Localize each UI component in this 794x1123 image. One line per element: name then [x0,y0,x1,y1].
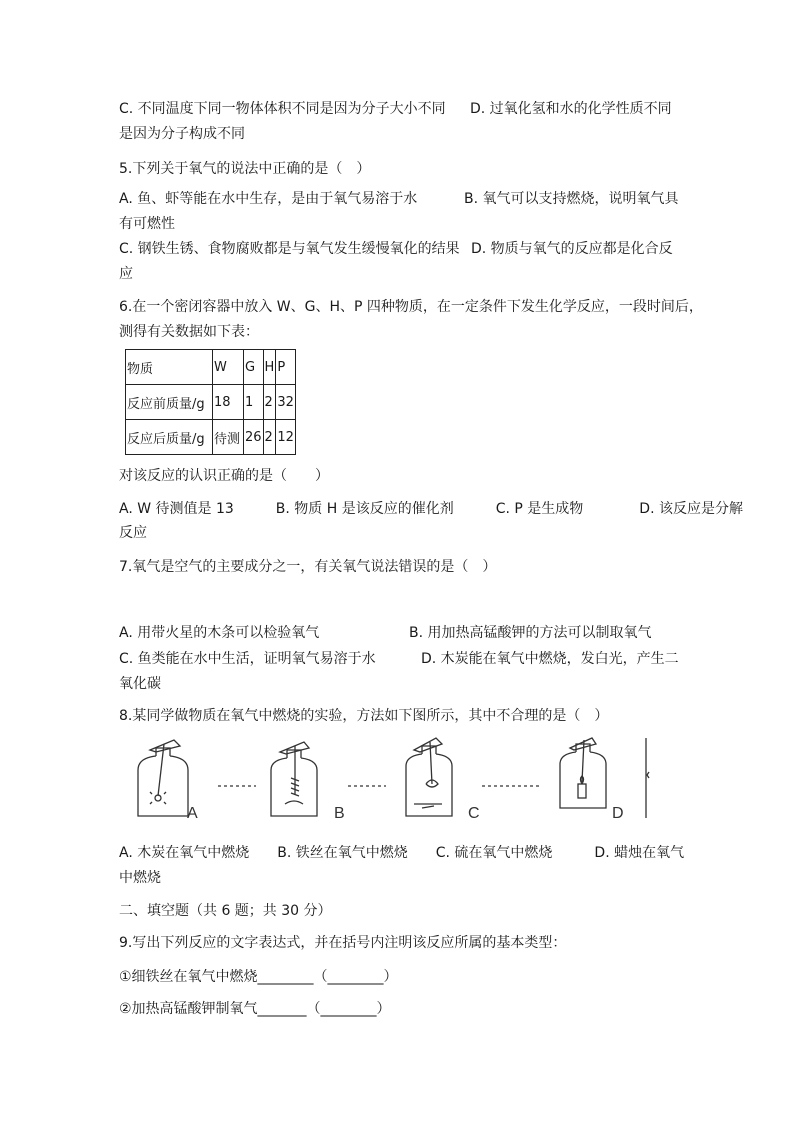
data-table [125,349,296,455]
q6-prompt: 对该反应的认识正确的是（ ） [119,468,329,484]
q6-stem-cont: 测得有关数据如下表： [119,324,259,340]
q5-option-c: C. 钢铁生锈、食物腐败都是与氧气发生缓慢氧化的结果 [119,241,460,257]
q7-option-d: D. 木炭能在氧气中燃烧，发白光，产生二 [421,651,679,667]
q6-stem: 6.在一个密闭容器中放入 W、G、H、P 四种物质，在一定条件下发生化学反应，一段时间后， [119,299,703,315]
q6-options: A. W 待测值是 13 B. 物质 H 是该反应的催化剂 C. P 是生成物 D. 该反应是分解 [119,501,743,517]
q7-stem: 7.氧气是空气的主要成分之一，有关氧气说法错误的是（ ） [119,559,497,575]
bottle-a-illustration [138,740,188,816]
q5-option-d: D. 物质与氧气的反应都是化合反 [471,241,673,257]
table-cell: 2 [263,385,276,420]
table-cell: G [244,350,264,385]
q6-options-cont: 反应 [119,525,147,541]
figure-drawing [130,738,670,828]
q5-option-b: B. 氧气可以支持燃烧，说明氧气具 [464,191,679,207]
q4-option-c: C. 不同温度下同一物体体积不同是因为分子大小不同 [119,101,446,117]
table-cell: 物质 [126,350,213,385]
q4-option-d-cont: 是因为分子构成不同 [119,126,245,142]
q8-stem: 8.某同学做物质在氧气中燃烧的实验，方法如下图所示，其中不合理的是（ ） [119,708,609,724]
table-cell: 18 [213,385,244,420]
table-cell: P [276,350,296,385]
q9-item-1: ①细铁丝在氧气中燃烧________（________） [119,969,398,985]
q7-option-c: C. 鱼类能在水中生活，证明氧气易溶于水 [119,651,376,667]
table-cell: 32 [276,385,296,420]
q5-option-b-cont: 有可燃性 [119,216,175,232]
table-cell: 反应前质量/g [126,385,213,420]
table-cell: 2 [263,420,276,455]
table-cell: 待测 [213,420,244,455]
figure-label-c: C [468,805,480,822]
table-cell: W [213,350,244,385]
q5-stem: 5.下列关于氧气的说法中正确的是（ ） [119,161,371,177]
combustion-apparatus-figure [130,738,670,828]
figure-label-d: D [612,805,624,822]
q8-options-cont: 中燃烧 [119,870,161,886]
table-cell: 12 [276,420,296,455]
q7-option-a: A. 用带火星的木条可以检验氧气 [119,625,320,641]
figure-label-b: B [334,805,345,822]
section-2-heading: 二、填空题（共 6 题；共 30 分） [119,903,332,919]
bottle-c-illustration [406,738,452,816]
q7-option-d-cont: 氧化碳 [119,676,161,692]
table-cell: H [263,350,276,385]
q9-item-2: ②加热高锰酸钾制氧气_______（________） [119,1001,391,1017]
q9-stem: 9.写出下列反应的文字表达式，并在括号内注明该反应所属的基本类型： [119,935,567,951]
q8-options: A. 木炭在氧气中燃烧 B. 铁丝在氧气中燃烧 C. 硫在氧气中燃烧 D. 蜡烛在氧气 [119,845,685,861]
bottle-b-illustration [271,742,317,816]
q7-option-b: B. 用加热高锰酸钾的方法可以制取氧气 [409,625,652,641]
q4-option-d: D. 过氧化氢和水的化学性质不同 [470,101,672,117]
q5-option-a: A. 鱼、虾等能在水中生存，是由于氧气易溶于水 [119,191,418,207]
q5-option-d-cont: 应 [119,266,133,282]
table-row [126,420,296,455]
bottle-d-illustration [560,738,606,808]
table-row [126,385,296,420]
table-header-row [126,350,296,385]
table-cell: 反应后质量/g [126,420,213,455]
table-cell: 26 [244,420,264,455]
table-cell: 1 [244,385,264,420]
figure-label-a: A [187,805,198,822]
